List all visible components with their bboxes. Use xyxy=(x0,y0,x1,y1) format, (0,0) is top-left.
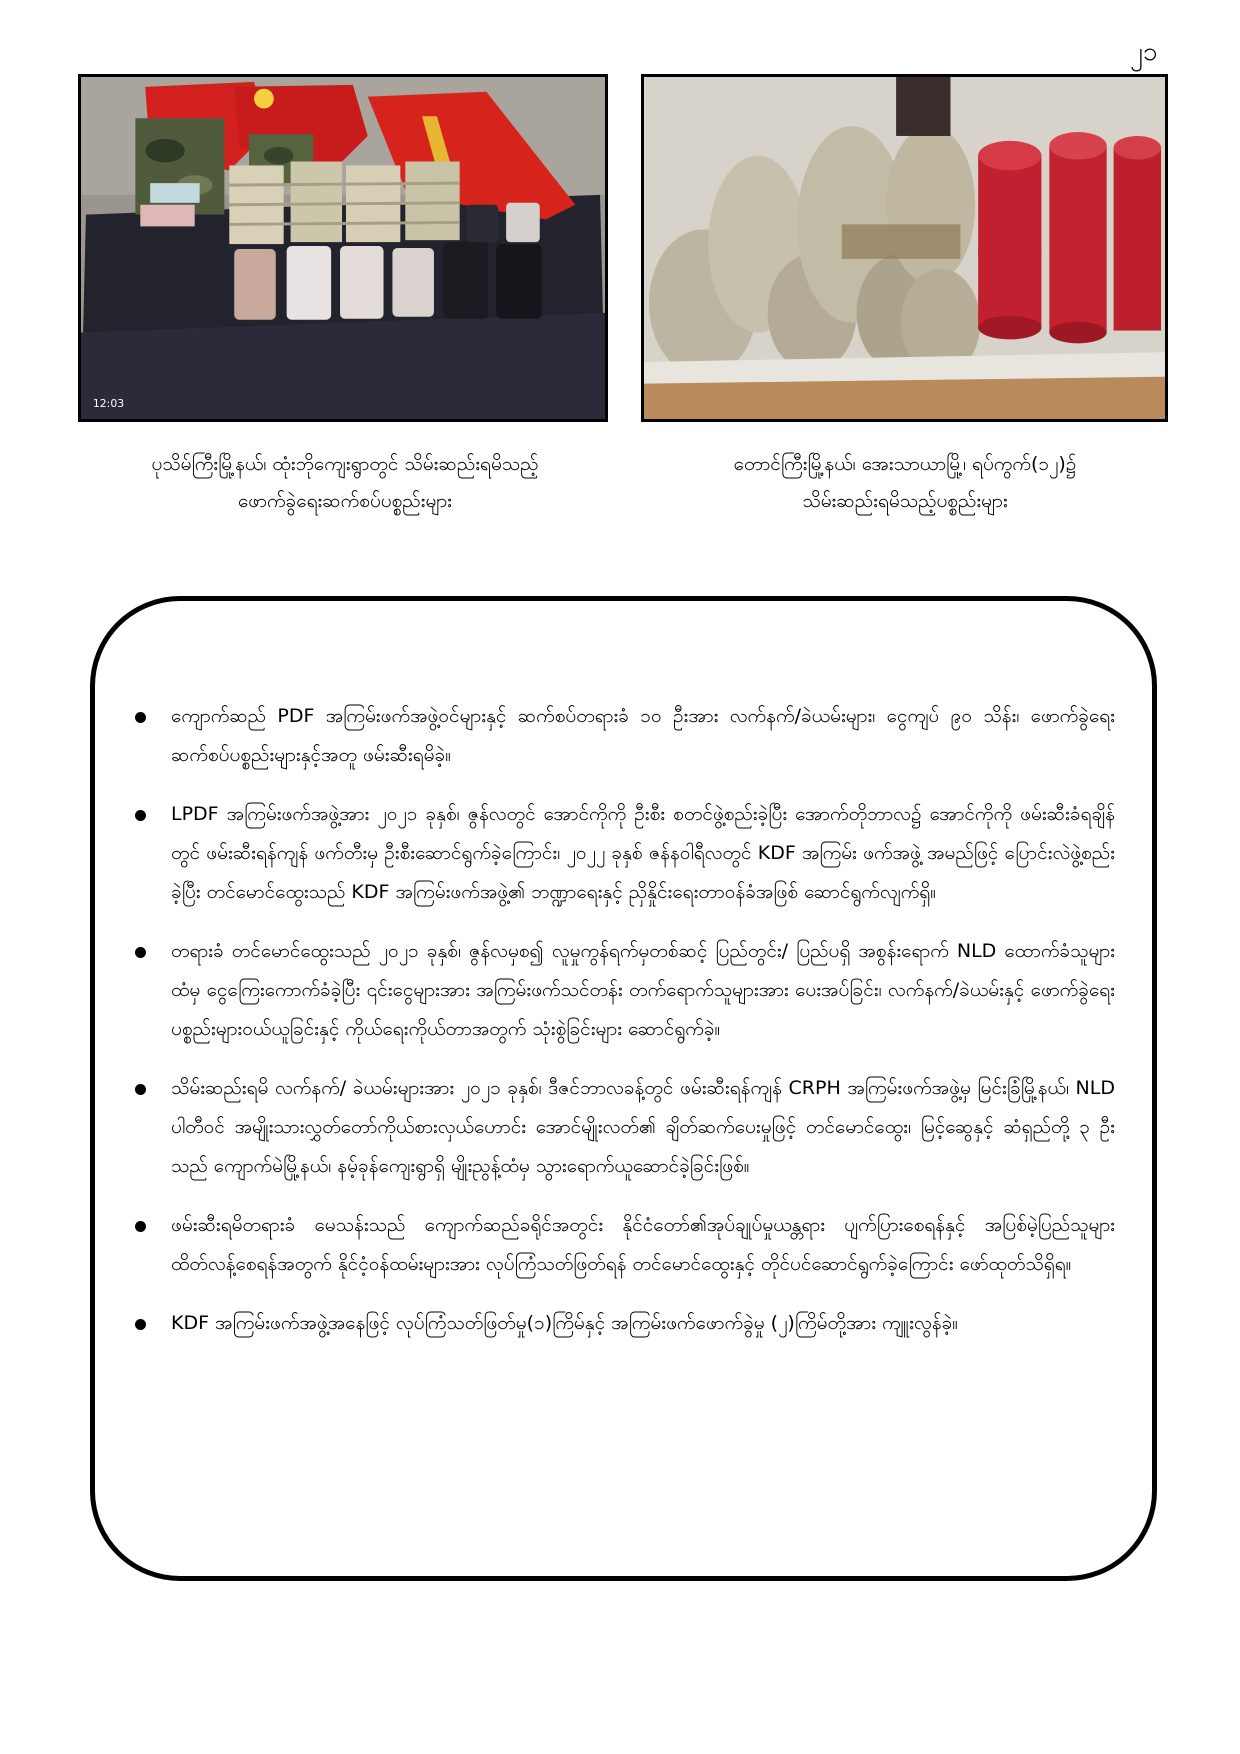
bullet-list xyxy=(135,697,1115,1363)
bullet-item xyxy=(135,932,1115,1049)
bullet-text: ကျောက်ဆည် PDF အကြမ်းဖက်အဖွဲ့ဝင်များနှင့် ဆက်စပ်တရားခံ ၁၀ ဦးအား လက်နက်/ခဲယမ်းများ၊ ငွေကျပ် ၉၀ သိန်း၊ ဖောက်ခွဲရေးဆက်စပ်ပစ္စည်းများနှင့်အတူ ဖမ်းဆီးရမိခဲ့။ xyxy=(171,705,1115,766)
seized-items-image-right xyxy=(644,77,1165,419)
seized-items-image-left xyxy=(81,77,605,419)
bullet-item xyxy=(135,1304,1115,1343)
seized-items-photo-left xyxy=(78,74,608,422)
bullet-icon xyxy=(135,1221,146,1232)
bullet-text: KDF အကြမ်းဖက်အဖွဲ့အနေဖြင့် လုပ်ကြံသတ်ဖြတ်မှု(၁)ကြိမ်နှင့် အကြမ်းဖက်ဖောက်ခွဲမှု (၂)ကြိမ်တို့အား ကျူးလွန်ခဲ့။ xyxy=(171,1312,959,1334)
bullet-item xyxy=(135,697,1115,775)
bullet-item xyxy=(135,795,1115,912)
page-number: ၂၁ xyxy=(1130,37,1158,67)
caption-line: တောင်ကြီးမြို့နယ်၊ အေးသာယာမြို့၊ ရပ်ကွက်(၁၂)၌ xyxy=(733,453,1077,475)
caption-line: ဖောက်ခွဲရေးဆက်စပ်ပစ္စည်းများ xyxy=(237,490,452,512)
photo-caption-left xyxy=(90,446,600,520)
seized-items-photo-right xyxy=(641,74,1168,422)
bullet-text: ဖမ်းဆီးရမိတရားခံ မေသန်းသည် ကျောက်ဆည်ခရိုင်အတွင်း နိုင်ငံတော်၏အုပ်ချုပ်မှုယန္တရား ပျက်ပြားစေရန်နှင့် အပြစ်မဲ့ပြည်သူများ ထိတ်လန့်စေရန်အတွက် နိုင်ငံ့ဝန်ထမ်းများအား လုပ်ကြံသတ်ဖြတ်ရန် တင်မောင်ထွေးနှင့် တိုင်ပင်ဆောင်ရွက်ခဲ့ကြောင်း ဖော်ထုတ်သိရှိရ။ xyxy=(171,1214,1115,1275)
bullet-icon xyxy=(135,1084,146,1095)
bullet-item xyxy=(135,1069,1115,1186)
caption-line: ပုသိမ်ကြီးမြို့နယ်၊ ထုံးဘိုကျေးရွာတွင် သိမ်းဆည်းရမိသည့် xyxy=(151,453,539,475)
summary-box xyxy=(90,596,1157,1581)
bullet-text: LPDF အကြမ်းဖက်အဖွဲ့အား ၂၀၂၁ ခုနှစ်၊ ဇွန်လတွင် အောင်ကိုကို ဦးစီး စတင်ဖွဲ့စည်းခဲ့ပြီး အောက်တိုဘာလ၌ အောင်ကိုကို ဖမ်းဆီးခံရချိန်တွင် ဖမ်းဆီးရန်ကျန် ဖက်တီးမှ ဦးစီးဆောင်ရွက်ခဲ့ကြောင်း၊ ၂၀၂၂ ခုနှစ် ဇန်နဝါရီလတွင် KDF အကြမ်း ဖက်အဖွဲ့ အမည်ဖြင့် ပြောင်းလဲဖွဲ့စည်းခဲ့ပြီး တင်မောင်ထွေးသည် KDF အကြမ်းဖက်အဖွဲ့၏ ဘဏ္ဍာရေးနှင့် ညှိနှိုင်းရေးတာဝန်ခံအဖြစ် ဆောင်ရွက်လျက်ရှိ။ xyxy=(171,803,1115,903)
caption-line: သိမ်းဆည်းရမိသည့်ပစ္စည်းများ xyxy=(802,490,1008,512)
photo-timestamp: 12:03 xyxy=(92,397,125,411)
bullet-text: တရားခံ တင်မောင်ထွေးသည် ၂၀၂၁ ခုနှစ်၊ ဇွန်လမှစ၍ လူမှုကွန်ရက်မှတစ်ဆင့် ပြည်တွင်း/ ပြည်ပရှိ အစွန်းရောက် NLD ထောက်ခံသူများထံမှ ငွေကြေးကောက်ခံခဲ့ပြီး ၎င်းငွေများအား အကြမ်းဖက်သင်တန်း တက်ရောက်သူများအား ပေးအပ်ခြင်း၊ လက်နက်/ခဲယမ်းနှင့် ဖောက်ခွဲရေးပစ္စည်းများဝယ်ယူခြင်းနှင့် ကိုယ်ရေးကိုယ်တာအတွက် သုံးစွဲခြင်းများ ဆောင်ရွက်ခဲ့။ xyxy=(171,940,1115,1040)
bullet-icon xyxy=(135,810,146,821)
bullet-icon xyxy=(135,1319,146,1330)
photo-caption-right xyxy=(650,446,1160,520)
bullet-item xyxy=(135,1206,1115,1284)
bullet-text: သိမ်းဆည်းရမိ လက်နက်/ ခဲယမ်းများအား ၂၀၂၁ ခုနှစ်၊ ဒီဇင်ဘာလခန့်တွင် ဖမ်းဆီးရန်ကျန် CRPH အကြမ်းဖက်အဖွဲ့မှ မြင်းခြံမြို့နယ်၊ NLD ပါတီဝင် အမျိုးသားလွှတ်တော်ကိုယ်စားလှယ်ဟောင်း အောင်မျိုးလတ်၏ ချိတ်ဆက်ပေးမှုဖြင့် တင်မောင်ထွေး၊ မြင့်ဆွေနှင့် ဆံရှည်တို့ ၃ ဦးသည် ကျောက်မဲမြို့နယ်၊ နမ့်ခုန်ကျေးရွာရှိ မျိုးညွန့်ထံမှ သွားရောက်ယူဆောင်ခဲ့ခြင်းဖြစ်။ xyxy=(171,1077,1115,1177)
bullet-icon xyxy=(135,712,146,723)
bullet-icon xyxy=(135,947,146,958)
